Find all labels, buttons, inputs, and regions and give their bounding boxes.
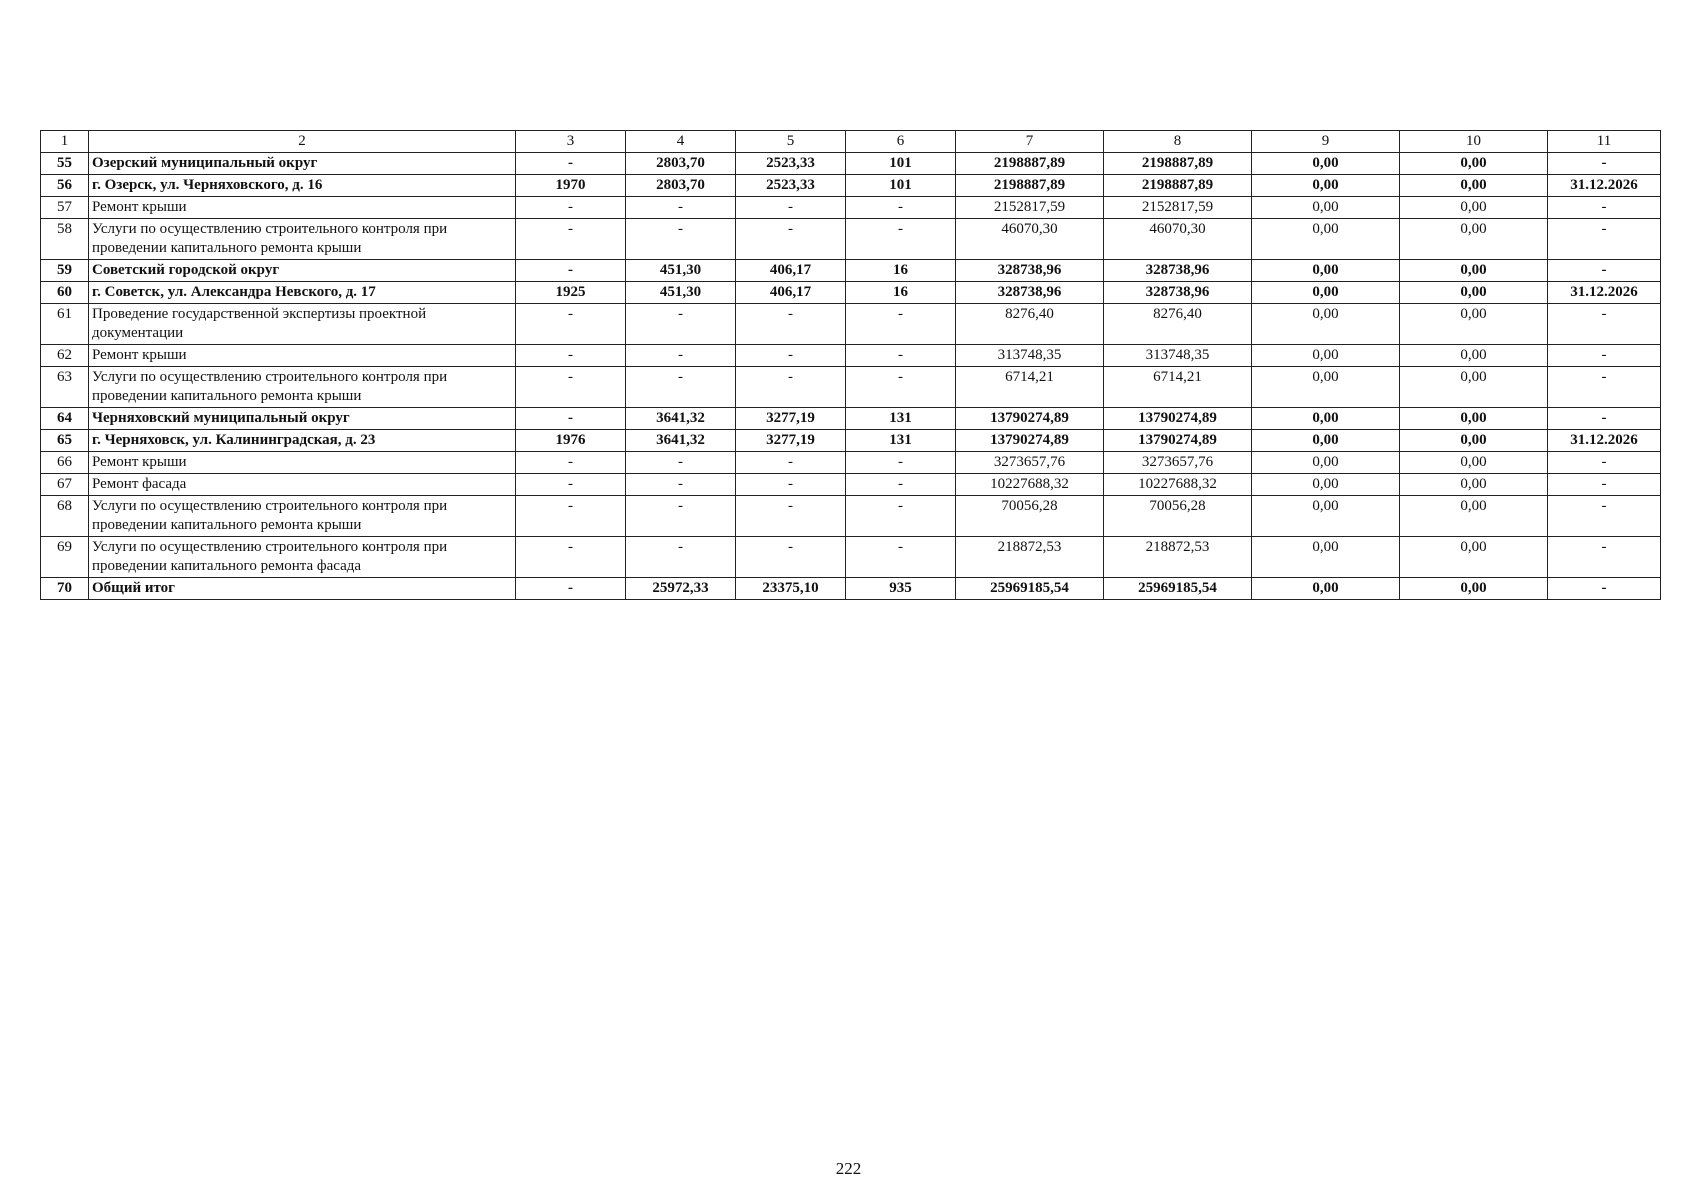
value-cell: 2198887,89 (1104, 153, 1252, 175)
column-number-cell: 1 (41, 131, 89, 153)
value-cell: 0,00 (1252, 175, 1400, 197)
value-cell: - (516, 197, 626, 219)
item-name-cell: г. Черняховск, ул. Калининградская, д. 23 (89, 430, 516, 452)
value-cell: 0,00 (1252, 367, 1400, 408)
value-cell: - (846, 474, 956, 496)
value-cell: 70056,28 (956, 496, 1104, 537)
value-cell: - (1548, 496, 1661, 537)
value-cell: 2152817,59 (956, 197, 1104, 219)
value-cell: - (846, 304, 956, 345)
row-number-cell: 56 (41, 175, 89, 197)
row-number-cell: 64 (41, 408, 89, 430)
table-row (41, 430, 1661, 452)
value-cell: 0,00 (1400, 197, 1548, 219)
item-name-cell: Озерский муниципальный округ (89, 153, 516, 175)
value-cell: 0,00 (1252, 537, 1400, 578)
row-number-cell: 70 (41, 578, 89, 600)
column-number-cell: 10 (1400, 131, 1548, 153)
column-number-cell: 11 (1548, 131, 1661, 153)
row-number-cell: 68 (41, 496, 89, 537)
value-cell: 6714,21 (1104, 367, 1252, 408)
value-cell: 25969185,54 (1104, 578, 1252, 600)
value-cell: - (626, 367, 736, 408)
value-cell: - (736, 474, 846, 496)
value-cell: 0,00 (1400, 452, 1548, 474)
capital-repair-table (40, 130, 1661, 600)
item-name-cell: Услуги по осуществлению строительного контроля при проведении капитального ремонта фасада (89, 537, 516, 578)
value-cell: - (846, 496, 956, 537)
column-number-cell: 5 (736, 131, 846, 153)
value-cell: 6714,21 (956, 367, 1104, 408)
column-number-cell: 7 (956, 131, 1104, 153)
value-cell: 0,00 (1252, 496, 1400, 537)
column-number-row (41, 131, 1661, 153)
table-row (41, 452, 1661, 474)
table-row (41, 153, 1661, 175)
value-cell: 2152817,59 (1104, 197, 1252, 219)
table-row (41, 474, 1661, 496)
value-cell: 16 (846, 260, 956, 282)
value-cell: 0,00 (1400, 537, 1548, 578)
value-cell: 0,00 (1252, 452, 1400, 474)
value-cell: - (516, 304, 626, 345)
value-cell: 2198887,89 (956, 153, 1104, 175)
value-cell: - (626, 537, 736, 578)
value-cell: 25969185,54 (956, 578, 1104, 600)
value-cell: - (846, 197, 956, 219)
value-cell: 46070,30 (956, 219, 1104, 260)
value-cell: 0,00 (1400, 496, 1548, 537)
value-cell: 313748,35 (1104, 345, 1252, 367)
value-cell: - (736, 345, 846, 367)
table-row (41, 260, 1661, 282)
value-cell: - (1548, 304, 1661, 345)
value-cell: - (516, 537, 626, 578)
item-name-cell: Услуги по осуществлению строительного контроля при проведении капитального ремонта крыши (89, 367, 516, 408)
value-cell: - (1548, 260, 1661, 282)
value-cell: 31.12.2026 (1548, 175, 1661, 197)
value-cell: 2803,70 (626, 175, 736, 197)
value-cell: 3277,19 (736, 430, 846, 452)
value-cell: - (1548, 367, 1661, 408)
value-cell: - (736, 537, 846, 578)
value-cell: - (626, 452, 736, 474)
value-cell: 13790274,89 (956, 408, 1104, 430)
value-cell: - (1548, 408, 1661, 430)
value-cell: 2198887,89 (956, 175, 1104, 197)
item-name-cell: Ремонт крыши (89, 197, 516, 219)
row-number-cell: 63 (41, 367, 89, 408)
column-number-cell: 9 (1252, 131, 1400, 153)
value-cell: 0,00 (1400, 430, 1548, 452)
value-cell: 313748,35 (956, 345, 1104, 367)
value-cell: - (516, 367, 626, 408)
row-number-cell: 62 (41, 345, 89, 367)
value-cell: - (626, 474, 736, 496)
value-cell: - (736, 304, 846, 345)
value-cell: - (846, 345, 956, 367)
value-cell: - (626, 496, 736, 537)
table-row (41, 537, 1661, 578)
value-cell: - (1548, 452, 1661, 474)
value-cell: 0,00 (1400, 345, 1548, 367)
table-row (41, 219, 1661, 260)
item-name-cell: Ремонт крыши (89, 345, 516, 367)
value-cell: - (736, 452, 846, 474)
value-cell: 328738,96 (1104, 282, 1252, 304)
value-cell: 2523,33 (736, 153, 846, 175)
item-name-cell: Ремонт фасада (89, 474, 516, 496)
value-cell: - (736, 367, 846, 408)
value-cell: - (516, 153, 626, 175)
value-cell: - (846, 537, 956, 578)
value-cell: - (1548, 219, 1661, 260)
column-number-cell: 3 (516, 131, 626, 153)
row-number-cell: 59 (41, 260, 89, 282)
value-cell: 25972,33 (626, 578, 736, 600)
value-cell: 70056,28 (1104, 496, 1252, 537)
row-number-cell: 60 (41, 282, 89, 304)
value-cell: - (626, 304, 736, 345)
table-body (41, 131, 1661, 600)
column-number-cell: 8 (1104, 131, 1252, 153)
row-number-cell: 55 (41, 153, 89, 175)
value-cell: 31.12.2026 (1548, 430, 1661, 452)
value-cell: - (846, 219, 956, 260)
value-cell: 218872,53 (956, 537, 1104, 578)
table-row (41, 367, 1661, 408)
value-cell: 0,00 (1400, 408, 1548, 430)
value-cell: - (516, 578, 626, 600)
value-cell: 8276,40 (956, 304, 1104, 345)
value-cell: 0,00 (1252, 219, 1400, 260)
value-cell: 0,00 (1252, 408, 1400, 430)
value-cell: 3273657,76 (1104, 452, 1252, 474)
value-cell: 31.12.2026 (1548, 282, 1661, 304)
table-row (41, 197, 1661, 219)
value-cell: - (1548, 345, 1661, 367)
column-number-cell: 6 (846, 131, 956, 153)
item-name-cell: Ремонт крыши (89, 452, 516, 474)
value-cell: 0,00 (1400, 367, 1548, 408)
value-cell: 0,00 (1400, 260, 1548, 282)
row-number-cell: 65 (41, 430, 89, 452)
value-cell: - (846, 367, 956, 408)
value-cell: 328738,96 (956, 282, 1104, 304)
value-cell: - (516, 345, 626, 367)
value-cell: - (1548, 578, 1661, 600)
value-cell: - (1548, 537, 1661, 578)
value-cell: 935 (846, 578, 956, 600)
value-cell: 13790274,89 (1104, 430, 1252, 452)
column-number-cell: 4 (626, 131, 736, 153)
value-cell: 2198887,89 (1104, 175, 1252, 197)
table-row (41, 408, 1661, 430)
value-cell: - (516, 260, 626, 282)
value-cell: 3641,32 (626, 430, 736, 452)
item-name-cell: г. Озерск, ул. Черняховского, д. 16 (89, 175, 516, 197)
value-cell: 131 (846, 430, 956, 452)
value-cell: 1925 (516, 282, 626, 304)
value-cell: 101 (846, 153, 956, 175)
value-cell: 23375,10 (736, 578, 846, 600)
value-cell: 0,00 (1400, 175, 1548, 197)
value-cell: 0,00 (1400, 304, 1548, 345)
value-cell: 0,00 (1252, 260, 1400, 282)
value-cell: 16 (846, 282, 956, 304)
row-number-cell: 57 (41, 197, 89, 219)
value-cell: - (626, 345, 736, 367)
item-name-cell: Советский городской округ (89, 260, 516, 282)
value-cell: 3273657,76 (956, 452, 1104, 474)
table-row (41, 496, 1661, 537)
item-name-cell: Услуги по осуществлению строительного контроля при проведении капитального ремонта крыши (89, 496, 516, 537)
value-cell: 13790274,89 (956, 430, 1104, 452)
value-cell: - (626, 197, 736, 219)
value-cell: 0,00 (1400, 282, 1548, 304)
table-row (41, 175, 1661, 197)
value-cell: - (516, 452, 626, 474)
row-number-cell: 66 (41, 452, 89, 474)
item-name-cell: г. Советск, ул. Александра Невского, д. 17 (89, 282, 516, 304)
table-row (41, 304, 1661, 345)
value-cell: 3277,19 (736, 408, 846, 430)
value-cell: 0,00 (1252, 153, 1400, 175)
value-cell: - (1548, 153, 1661, 175)
value-cell: 0,00 (1252, 474, 1400, 496)
value-cell: 101 (846, 175, 956, 197)
value-cell: 0,00 (1400, 219, 1548, 260)
value-cell: 8276,40 (1104, 304, 1252, 345)
value-cell: 406,17 (736, 260, 846, 282)
value-cell: - (736, 219, 846, 260)
value-cell: - (736, 496, 846, 537)
value-cell: 0,00 (1400, 474, 1548, 496)
value-cell: 46070,30 (1104, 219, 1252, 260)
value-cell: 451,30 (626, 260, 736, 282)
value-cell: - (516, 219, 626, 260)
row-number-cell: 67 (41, 474, 89, 496)
value-cell: 0,00 (1400, 153, 1548, 175)
row-number-cell: 61 (41, 304, 89, 345)
item-name-cell: Общий итог (89, 578, 516, 600)
value-cell: 1970 (516, 175, 626, 197)
value-cell: 0,00 (1252, 578, 1400, 600)
row-number-cell: 58 (41, 219, 89, 260)
value-cell: 10227688,32 (956, 474, 1104, 496)
table-row (41, 282, 1661, 304)
value-cell: 2803,70 (626, 153, 736, 175)
value-cell: 0,00 (1252, 304, 1400, 345)
value-cell: 13790274,89 (1104, 408, 1252, 430)
table-row (41, 578, 1661, 600)
table-row (41, 345, 1661, 367)
value-cell: 0,00 (1252, 197, 1400, 219)
column-number-cell: 2 (89, 131, 516, 153)
item-name-cell: Черняховский муниципальный округ (89, 408, 516, 430)
value-cell: 2523,33 (736, 175, 846, 197)
value-cell: - (1548, 197, 1661, 219)
value-cell: - (626, 219, 736, 260)
value-cell: - (516, 496, 626, 537)
value-cell: 218872,53 (1104, 537, 1252, 578)
value-cell: - (516, 408, 626, 430)
value-cell: - (736, 197, 846, 219)
value-cell: 0,00 (1252, 282, 1400, 304)
value-cell: - (1548, 474, 1661, 496)
value-cell: 1976 (516, 430, 626, 452)
value-cell: 0,00 (1252, 345, 1400, 367)
item-name-cell: Услуги по осуществлению строительного контроля при проведении капитального ремонта крыши (89, 219, 516, 260)
page-number: 222 (835, 1159, 862, 1178)
item-name-cell: Проведение государственной экспертизы проектной документации (89, 304, 516, 345)
value-cell: - (846, 452, 956, 474)
row-number-cell: 69 (41, 537, 89, 578)
value-cell: 328738,96 (956, 260, 1104, 282)
value-cell: 328738,96 (1104, 260, 1252, 282)
value-cell: 10227688,32 (1104, 474, 1252, 496)
document-sheet (40, 130, 1661, 600)
value-cell: 0,00 (1252, 430, 1400, 452)
value-cell: 131 (846, 408, 956, 430)
value-cell: 451,30 (626, 282, 736, 304)
value-cell: 3641,32 (626, 408, 736, 430)
value-cell: 406,17 (736, 282, 846, 304)
value-cell: 0,00 (1400, 578, 1548, 600)
value-cell: - (516, 474, 626, 496)
